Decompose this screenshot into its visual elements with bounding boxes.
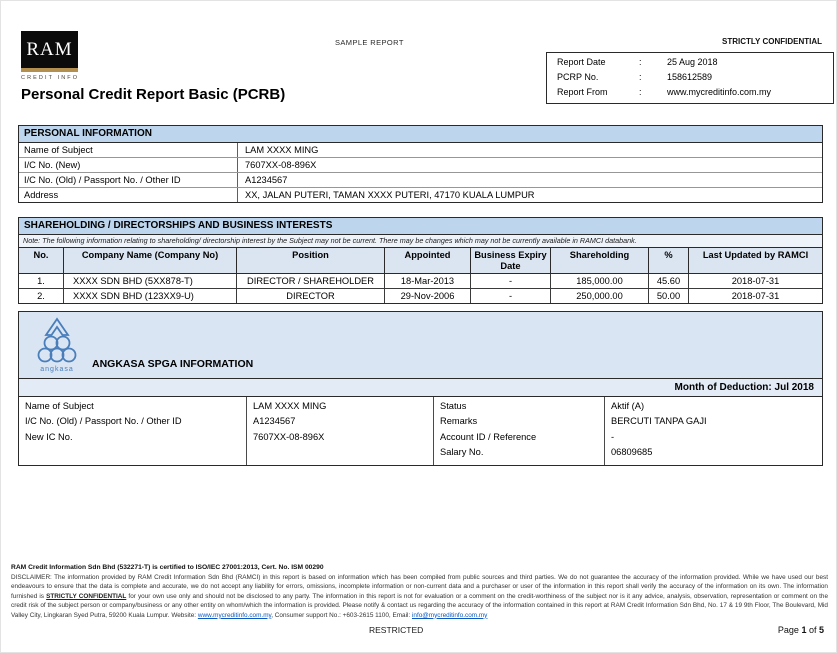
page-of-word: of: [806, 625, 819, 635]
row2-shareholding: 250,000.00: [551, 289, 649, 303]
shareholding-note: Note: The following information relating to shareholding/ directorship interest by the Subject may not be current. There may be changes which may not be currently available in RAMCI databank.: [19, 235, 822, 248]
report-date-row: [547, 55, 833, 70]
angkasa-labels-right: [434, 397, 605, 465]
angkasa-remarks-value: BERCUTI TANPA GAJI: [611, 416, 707, 427]
pcrp-no-label: PCRP No.: [557, 72, 599, 82]
row1-expiry: -: [471, 274, 551, 289]
row2-no: 2.: [19, 289, 64, 303]
month-of-deduction-band: Month of Deduction: Jul 2018: [19, 378, 822, 396]
page-word: Page: [777, 625, 802, 635]
row2-appointed: 29-Nov-2006: [385, 289, 471, 303]
angkasa-name-label: Name of Subject: [25, 401, 94, 411]
angkasa-remarks-label: Remarks: [440, 416, 478, 427]
angkasa-spga-section: [18, 311, 823, 466]
report-from-label: Report From: [557, 87, 608, 97]
angkasa-section-header: [19, 312, 822, 378]
row1-appointed: 18-Mar-2013: [385, 274, 471, 289]
report-date-value: 25 Aug 2018: [667, 57, 718, 67]
disclaimer-strictly-confidential: STRICTLY CONFIDENTIAL: [46, 592, 127, 600]
shareholding-section: [18, 217, 823, 304]
personal-information-header: PERSONAL INFORMATION: [19, 126, 822, 143]
angkasa-new-ic-value: 7607XX-08-896X: [253, 431, 325, 442]
angkasa-title: ANGKASA SPGA INFORMATION: [92, 358, 254, 370]
personal-information-table: [18, 125, 823, 203]
angkasa-status-value: Aktif (A): [611, 401, 645, 411]
page-current: 1: [801, 625, 807, 635]
angkasa-table: [19, 396, 822, 465]
ic-old-label: I/C No. (Old) / Passport No. / Other ID: [24, 175, 181, 185]
col-header-expiry: Business Expiry Date: [471, 248, 551, 274]
angkasa-account-id-label: Account ID / Reference: [440, 431, 537, 442]
row2-expiry: -: [471, 289, 551, 303]
angkasa-salary-no-value: 06809685: [611, 447, 653, 458]
col-header-updated: Last Updated by RAMCI: [689, 248, 822, 274]
angkasa-ic-old-label: I/C No. (Old) / Passport No. / Other ID: [25, 416, 182, 427]
row2-updated: 2018-07-31: [689, 289, 822, 303]
pcrp-no-row: [547, 70, 833, 85]
angkasa-name-value: LAM XXXX MING: [253, 401, 327, 411]
row1-shareholding: 185,000.00: [551, 274, 649, 289]
ic-new-label: I/C No. (New): [24, 160, 81, 170]
table-row: [19, 173, 822, 188]
shareholding-header: SHAREHOLDING / DIRECTORSHIPS AND BUSINESS INTERESTS: [19, 218, 822, 235]
address-label: Address: [24, 190, 59, 200]
col-header-appointed: Appointed: [385, 248, 471, 274]
restricted-label: RESTRICTED: [369, 625, 424, 635]
col-header-company: Company Name (Company No): [64, 248, 237, 274]
angkasa-new-ic-label: New IC No.: [25, 431, 73, 442]
col-header-no: No.: [19, 248, 64, 274]
angkasa-logo-text: angkasa: [40, 366, 74, 373]
col-header-pct: %: [649, 248, 689, 274]
report-date-colon: :: [639, 57, 642, 67]
row2-pct: 50.00: [649, 289, 689, 303]
ram-logo-box: [21, 31, 78, 72]
ram-logo-text: RAM: [26, 38, 73, 60]
report-info-box: [546, 52, 834, 104]
row1-company: XXXX SDN BHD (5XX878-T): [64, 274, 237, 289]
disclaimer-part2: for your own use only and should not be disclosed to any party. The information in this report is not for evaluation or a comment on the credit-worthiness of the subject nor is it any advice, analysis, observation, representation or comment on the credit risk of the subject person or company/business or any other entity on whom/which the information is provided. Please notify & contact us regarding the accuracy of the information contained in this report at RAM Credit Information Sdn Bhd, No. 17 & 19 9th Floor, The Boulevard, Mid Valley City, Lingkaran Syed Putra, 59200 Kuala Lumpur. Website:: [11, 592, 828, 619]
angkasa-values-right: [605, 397, 822, 465]
ic-old-value: A1234567: [237, 173, 822, 187]
table-row: [19, 188, 822, 202]
strictly-confidential-label: STRICTLY CONFIDENTIAL: [721, 37, 822, 46]
angkasa-values-left: [247, 397, 434, 465]
ram-logo-subtitle: CREDIT INFO: [21, 75, 80, 81]
certification-line: RAM Credit Information Sdn Bhd (532271-T) is certified to ISO/IEC 27001:2013, Cert. No. ISM 00290: [11, 564, 324, 571]
report-from-row: [547, 85, 833, 100]
ram-credit-info-logo: [21, 31, 79, 81]
pcrp-no-value: 158612589: [667, 72, 713, 82]
disclaimer-block: [11, 563, 828, 620]
name-of-subject-value: LAM XXXX MING: [237, 143, 822, 157]
row2-position: DIRECTOR: [237, 289, 385, 303]
col-header-position: Position: [237, 248, 385, 274]
table-row: [19, 143, 822, 158]
angkasa-account-id-value: -: [611, 431, 615, 442]
row1-pct: 45.60: [649, 274, 689, 289]
website-link[interactable]: www.mycreditinfo.com.my: [197, 611, 272, 619]
email-link[interactable]: info@mycreditinfo.com.my: [411, 611, 488, 619]
angkasa-labels-left: [19, 397, 247, 465]
disclaimer-part3: , Consumer support No.: +603-2615 1100, Email:: [271, 611, 412, 619]
row1-position: DIRECTOR / SHAREHOLDER: [237, 274, 385, 289]
page-total: 5: [818, 625, 824, 635]
ic-new-value: 7607XX-08-896X: [237, 158, 822, 172]
col-header-shareholding: Shareholding: [551, 248, 649, 274]
page-number: [778, 625, 824, 635]
address-value: XX, JALAN PUTERI, TAMAN XXXX PUTERI, 47170 KUALA LUMPUR: [237, 188, 822, 202]
disclaimer-text: [11, 573, 828, 620]
angkasa-ic-old-value: A1234567: [253, 416, 296, 427]
row1-updated: 2018-07-31: [689, 274, 822, 289]
disclaimer-part1: DISCLAIMER: The information provided by RAM Credit Information Sdn Bhd (RAMCI) in this report is based on information which has been compiled from public sources and third parties. We do not guarantee the accuracy of the information provided. While we have used our best endeavours to ensure that the data is complete and accurate, we do not accept any liability for errors, omissions, incomplete information or non-current data and a purchaser or user of the information in this report shall verify the accuracy of the information on its own. The information furnished is: [11, 574, 828, 600]
angkasa-logo-icon: [32, 317, 82, 375]
row1-no: 1.: [19, 274, 64, 289]
report-from-colon: :: [639, 87, 642, 97]
row2-company: XXXX SDN BHD (123XX9-U): [64, 289, 237, 303]
report-from-value: www.mycreditinfo.com.my: [667, 87, 772, 97]
pcrp-no-colon: :: [639, 72, 642, 82]
name-of-subject-label: Name of Subject: [24, 145, 93, 155]
angkasa-salary-no-label: Salary No.: [440, 447, 484, 458]
page-title: Personal Credit Report Basic (PCRB): [21, 86, 286, 103]
table-row: [19, 158, 822, 173]
sample-report-label: SAMPLE REPORT: [335, 38, 404, 47]
shareholding-table: [19, 248, 822, 303]
report-date-label: Report Date: [557, 57, 606, 67]
angkasa-status-label: Status: [440, 401, 467, 411]
